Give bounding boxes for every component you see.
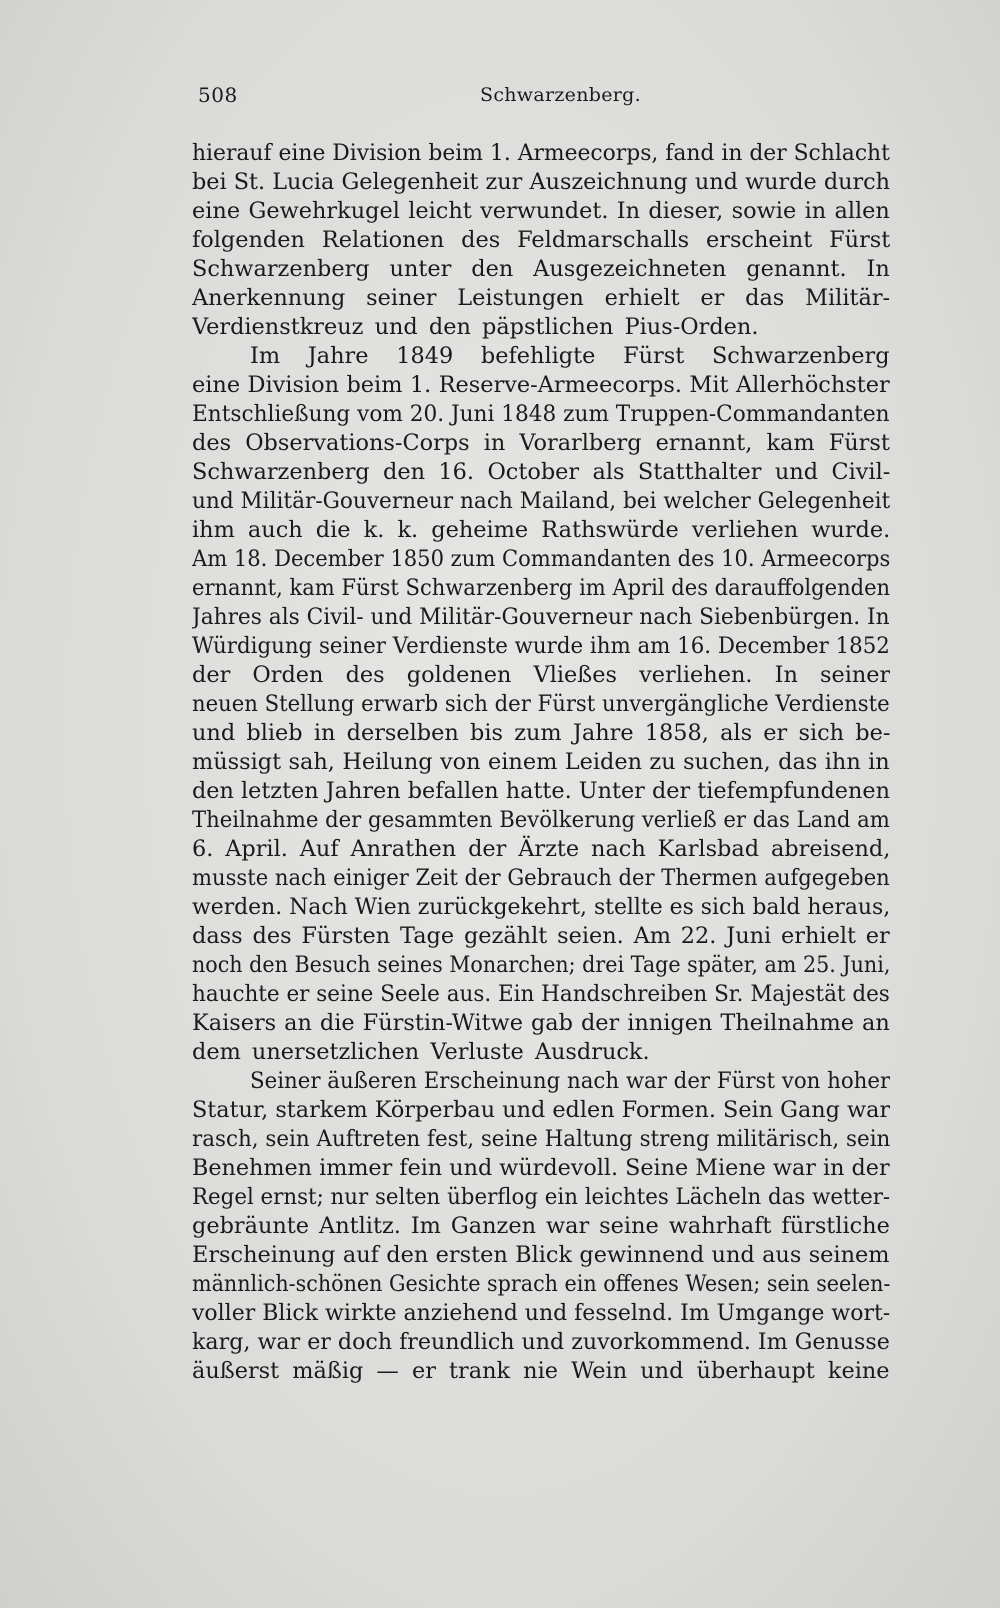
text-line: gebräunte Antlitz. Im Ganzen war seine wahrhaft fürstliche	[192, 1213, 890, 1239]
text-line: folgenden Relationen des Feldmarschalls erscheint Fürst	[192, 227, 890, 253]
text-line: karg, war er doch freundlich und zuvorkommend. Im Genusse	[192, 1329, 890, 1355]
text-line: Schwarzenberg unter den Ausgezeichneten genannt. In	[192, 256, 890, 282]
text-line: bei St. Lucia Gelegenheit zur Auszeichnung und wurde durch	[192, 169, 890, 195]
text-line: noch den Besuch seines Monarchen; drei Tage später, am 25. Juni,	[192, 952, 890, 978]
text-line: eine Division beim 1. Reserve-Armeecorps. Mit Allerhöchster	[192, 372, 890, 398]
text-line: Jahres als Civil- und Militär-Gouverneur nach Siebenbürgen. In	[192, 604, 890, 630]
text-line: Theilnahme der gesammten Bevölkerung verließ er das Land am	[192, 807, 890, 833]
running-head: Schwarzenberg.	[480, 84, 641, 106]
text-line: Im Jahre 1849 befehligte Fürst Schwarzenberg	[250, 343, 890, 369]
page-number: 508	[198, 83, 238, 107]
text-line: ihm auch die k. k. geheime Rathswürde verliehen wurde.	[192, 517, 890, 543]
text-line: männlich-schönen Gesichte sprach ein offenes Wesen; sein seelen-	[192, 1271, 890, 1297]
text-line: dem unersetzlichen Verluste Ausdruck.	[192, 1039, 650, 1065]
text-line: rasch, sein Auftreten fest, seine Haltung streng militärisch, sein	[192, 1126, 890, 1152]
text-line: der Orden des goldenen Vließes verliehen. In seiner	[192, 662, 890, 688]
text-line: werden. Nach Wien zurückgekehrt, stellte es sich bald heraus,	[192, 894, 890, 920]
text-line: Schwarzenberg den 16. October als Statthalter und Civil-	[192, 459, 890, 485]
text-line: Benehmen immer fein und würdevoll. Seine Miene war in der	[192, 1155, 890, 1181]
text-line: hierauf eine Division beim 1. Armeecorps, fand in der Schlacht	[192, 140, 890, 166]
text-line: äußerst mäßig — er trank nie Wein und überhaupt keine	[192, 1358, 890, 1384]
text-line: voller Blick wirkte anziehend und fesselnd. Im Umgange wort-	[192, 1300, 890, 1326]
text-line: Statur, starkem Körperbau und edlen Formen. Sein Gang war	[192, 1097, 890, 1123]
text-line: Würdigung seiner Verdienste wurde ihm am 16. December 1852	[192, 633, 890, 659]
page-header	[198, 80, 641, 110]
text-line: Entschließung vom 20. Juni 1848 zum Truppen-Commandanten	[192, 401, 890, 427]
text-line: des Observations-Corps in Vorarlberg ernannt, kam Fürst	[192, 430, 890, 456]
text-line: den letzten Jahren befallen hatte. Unter der tiefempfundenen	[192, 778, 890, 804]
body-text	[192, 139, 890, 1386]
text-line: dass des Fürsten Tage gezählt seien. Am 22. Juni erhielt er	[192, 923, 890, 949]
text-line: eine Gewehrkugel leicht verwundet. In dieser, sowie in allen	[192, 198, 890, 224]
text-line: 6. April. Auf Anrathen der Ärzte nach Karlsbad abreisend,	[192, 836, 890, 862]
text-line: Regel ernst; nur selten überflog ein leichtes Lächeln das wetter-	[192, 1184, 890, 1210]
text-line: Erscheinung auf den ersten Blick gewinnend und aus seinem	[192, 1242, 890, 1268]
text-line: Kaisers an die Fürstin-Witwe gab der innigen Theilnahme an	[192, 1010, 890, 1036]
text-line: ernannt, kam Fürst Schwarzenberg im April des darauffolgenden	[192, 575, 890, 601]
text-line: Seiner äußeren Erscheinung nach war der Fürst von hoher	[250, 1068, 890, 1094]
text-line: und blieb in derselben bis zum Jahre 1858, als er sich be-	[192, 720, 890, 746]
text-line: und Militär-Gouverneur nach Mailand, bei welcher Gelegenheit	[192, 488, 890, 514]
text-line: neuen Stellung erwarb sich der Fürst unvergängliche Verdienste	[192, 691, 890, 717]
text-line: hauchte er seine Seele aus. Ein Handschreiben Sr. Majestät des	[192, 981, 890, 1007]
text-line: Anerkennung seiner Leistungen erhielt er das Militär-	[192, 285, 890, 311]
text-line: müssigt sah, Heilung von einem Leiden zu suchen, das ihn in	[192, 749, 890, 775]
text-line: musste nach einiger Zeit der Gebrauch der Thermen aufgegeben	[192, 865, 890, 891]
text-line: Verdienstkreuz und den päpstlichen Pius-Orden.	[192, 314, 759, 340]
text-line: Am 18. December 1850 zum Commandanten des 10. Armeecorps	[192, 546, 890, 572]
